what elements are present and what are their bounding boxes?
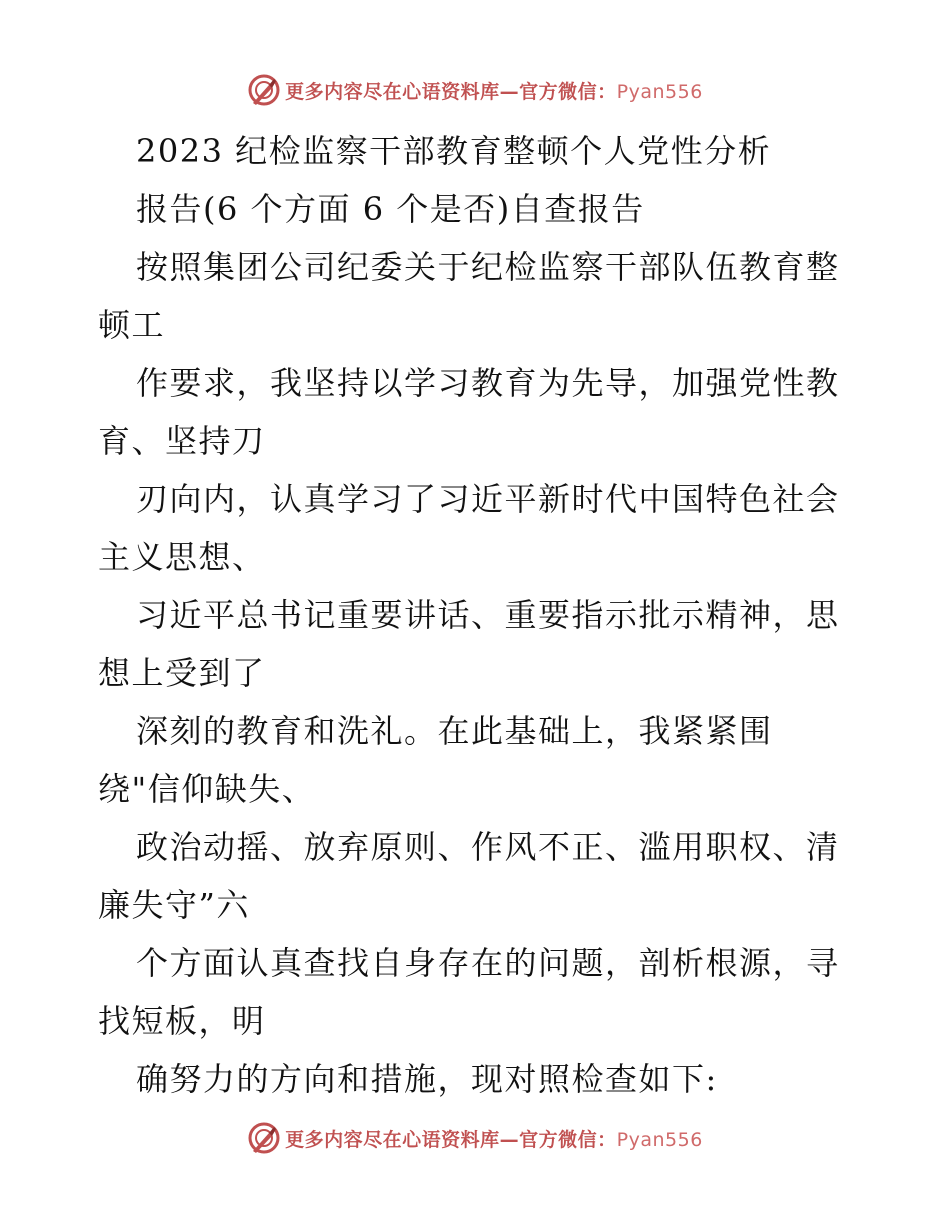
paragraph-line: 按照集团公司纪委关于纪检监察干部队伍教育整 [136,248,840,286]
doc-title-line-2: 报告(6 个方面 6 个是否)自查报告 [136,190,645,228]
paragraph-line: 顿工 [98,306,166,344]
paragraph-line: 刃向内，认真学习了习近平新时代中国特色社会 [136,480,840,518]
header-watermark [0,72,950,108]
paragraph-line: 廉失守”六 [98,886,250,924]
watermark-text: 更多内容尽在心语资料库—官方微信：Pyan556 [285,80,703,103]
paragraph-line: 育、坚持刀 [98,422,266,460]
document-body [98,122,858,1108]
paragraph-line: 习近平总书记重要讲话、重要指示批示精神，思 [136,596,840,634]
pen-logo-icon [247,73,281,107]
paragraph-line: 绕"信仰缺失、 [98,770,316,808]
paragraph-line: 个方面认真查找自身存在的问题，剖析根源，寻 [136,944,840,982]
paragraph-line: 作要求，我坚持以学习教育为先导，加强党性教 [136,364,840,402]
pen-logo-icon [247,1121,281,1155]
paragraph-line: 主义思想、 [98,538,266,576]
paragraph-line: 确努力的方向和措施，现对照检查如下: [136,1060,718,1098]
footer-watermark [0,1120,950,1156]
doc-title-line-1: 2023 纪检监察干部教育整顿个人党性分析 [136,132,772,170]
paragraph-line: 政治动摇、放弃原则、作风不正、滥用职权、清 [136,828,840,866]
watermark-text: 更多内容尽在心语资料库—官方微信：Pyan556 [285,1128,703,1151]
paragraph-line: 找短板，明 [98,1002,266,1040]
paragraph-line: 深刻的教育和洗礼。在此基础上，我紧紧围 [136,712,773,750]
paragraph-line: 想上受到了 [98,654,266,692]
